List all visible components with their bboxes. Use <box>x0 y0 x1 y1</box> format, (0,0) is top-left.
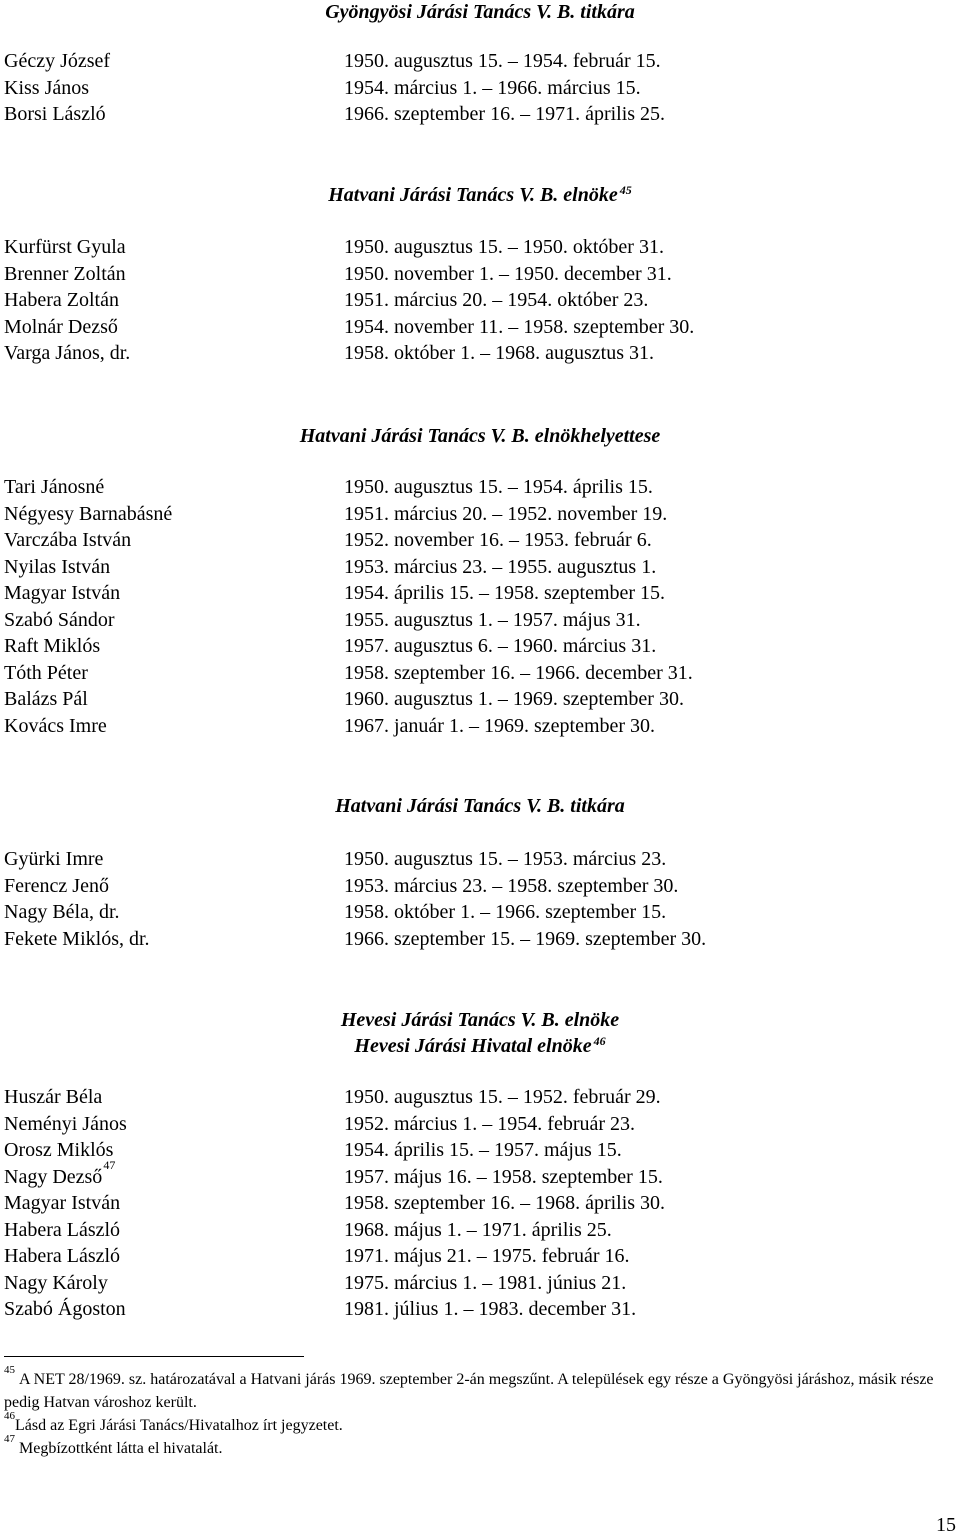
person-name: Négyesy Barnabásné <box>4 502 173 525</box>
list-item <box>4 1243 954 1270</box>
person-name: Borsi László <box>4 103 106 125</box>
term-period: 1971. május 21. – 1975. február 16. <box>344 1245 630 1267</box>
list-item <box>4 873 954 900</box>
person-name: Balázs Pál <box>4 688 88 710</box>
list-item <box>4 633 954 660</box>
page-number: 15 <box>936 1514 956 1536</box>
footnote-ref: 45 <box>619 183 632 197</box>
term-period: 1958. október 1. – 1968. augusztus 31. <box>344 342 654 364</box>
section-heading-hevesi-elnoke <box>0 1008 960 1032</box>
section-title: Hatvani Járási Tanács V. B. elnökhelyettese <box>299 425 661 447</box>
list-item <box>4 580 954 607</box>
term-period: 1954. november 11. – 1958. szeptember 30. <box>344 315 695 338</box>
list-item <box>4 75 954 102</box>
footnotes <box>4 1364 956 1460</box>
person-name: Ferencz Jenő <box>4 874 109 897</box>
person-name: Gyürki Imre <box>4 848 104 870</box>
person-name: Brenner Zoltán <box>4 262 126 285</box>
list-item <box>4 1270 954 1297</box>
section-title: Hatvani Járási Tanács V. B. elnöke <box>328 184 618 206</box>
term-period: 1967. január 1. – 1969. szeptember 30. <box>344 714 656 737</box>
term-period: 1958. szeptember 16. – 1968. április 30. <box>344 1192 666 1214</box>
list-item <box>4 686 954 713</box>
term-period: 1953. március 23. – 1958. szeptember 30. <box>344 874 679 897</box>
section-list-hatvani-elnokhelyettese <box>4 474 954 739</box>
term-period: 1966. szeptember 16. – 1971. április 25. <box>344 103 666 125</box>
term-period: 1953. március 23. – 1955. augusztus 1. <box>344 555 657 578</box>
footnote-ref: 46 <box>593 1034 606 1048</box>
list-item <box>4 101 954 128</box>
footnote-divider <box>4 1356 304 1357</box>
person-name: Varga János, dr. <box>4 342 131 364</box>
term-period: 1958. szeptember 16. – 1966. december 31. <box>344 661 693 684</box>
person-name: Kurfürst Gyula <box>4 236 126 258</box>
list-item <box>4 554 954 581</box>
person-name: Kiss János <box>4 76 90 99</box>
footnote-ref: 47 <box>103 1157 116 1172</box>
person-name: Molnár Dezső <box>4 315 118 338</box>
list-item <box>4 1111 954 1138</box>
list-item <box>4 926 954 953</box>
person-name: Varczába István <box>4 529 132 551</box>
term-period: 1952. november 16. – 1953. február 6. <box>344 529 652 551</box>
list-item <box>4 713 954 740</box>
person-name: Magyar István <box>4 1192 121 1214</box>
term-period: 1954. április 15. – 1957. május 15. <box>344 1139 622 1161</box>
list-item <box>4 1296 954 1323</box>
list-item <box>4 1157 954 1191</box>
list-item <box>4 899 954 926</box>
section-title: Hevesi Járási Hivatal elnöke <box>354 1035 592 1057</box>
term-period: 1966. szeptember 15. – 1969. szeptember 30. <box>344 927 707 950</box>
footnote-46 <box>4 1410 956 1437</box>
person-name: Nagy Béla, dr. <box>4 901 120 923</box>
section-title: Hevesi Járási Tanács V. B. elnöke <box>340 1009 620 1031</box>
term-period: 1951. március 20. – 1952. november 19. <box>344 502 668 525</box>
list-item <box>4 287 954 314</box>
section-list-hatvani-titkara <box>4 846 954 952</box>
section-list-gyongyosi-titkara <box>4 48 954 128</box>
term-period: 1958. október 1. – 1966. szeptember 15. <box>344 901 667 923</box>
person-name: Nyilas István <box>4 555 111 578</box>
list-item <box>4 501 954 528</box>
footnote-number: 47 <box>4 1433 15 1445</box>
person-name: Raft Miklós <box>4 635 101 657</box>
person-name: Habera László <box>4 1245 121 1267</box>
person-name: Tóth Péter <box>4 661 88 684</box>
footnote-text: Megbízottként látta el hivatalát. <box>19 1440 223 1457</box>
person-name: Szabó Ágoston <box>4 1298 126 1320</box>
term-period: 1968. május 1. – 1971. április 25. <box>344 1218 612 1241</box>
person-name: Nagy Dezső <box>4 1165 103 1188</box>
person-name-with-footnote <box>4 1157 344 1191</box>
footnote-number: 45 <box>4 1364 15 1376</box>
section-list-hevesi-elnoke <box>4 1084 954 1323</box>
footnote-number: 46 <box>4 1410 15 1422</box>
list-item <box>4 1137 954 1164</box>
person-name: Magyar István <box>4 582 121 604</box>
list-item <box>4 234 954 261</box>
person-name: Tari Jánosné <box>4 476 105 498</box>
term-period: 1951. március 20. – 1954. október 23. <box>344 289 649 311</box>
person-name: Kovács Imre <box>4 714 107 737</box>
person-name: Habera Zoltán <box>4 289 119 311</box>
term-period: 1950. november 1. – 1950. december 31. <box>344 262 672 285</box>
list-item <box>4 660 954 687</box>
person-name: Nagy Károly <box>4 1271 108 1294</box>
term-period: 1960. augusztus 1. – 1969. szeptember 30. <box>344 688 684 710</box>
section-title: Hatvani Járási Tanács V. B. titkára <box>335 795 625 817</box>
section-heading-hevesi-hivatal-elnoke <box>0 1034 960 1058</box>
person-name: Habera László <box>4 1218 121 1241</box>
list-item <box>4 314 954 341</box>
list-item <box>4 1190 954 1217</box>
person-name: Huszár Béla <box>4 1086 103 1108</box>
person-name: Neményi János <box>4 1112 127 1135</box>
section-heading-hatvani-elnoke <box>0 183 960 207</box>
person-name: Géczy József <box>4 50 111 72</box>
person-name: Szabó Sándor <box>4 608 115 631</box>
term-period: 1950. augusztus 15. – 1954. április 15. <box>344 476 653 498</box>
section-title: Gyöngyösi Járási Tanács V. B. titkára <box>325 1 635 23</box>
section-heading-hatvani-titkara <box>0 794 960 818</box>
term-period: 1954. április 15. – 1958. szeptember 15. <box>344 582 666 604</box>
list-item <box>4 340 954 367</box>
term-period: 1981. július 1. – 1983. december 31. <box>344 1298 637 1320</box>
section-heading-hatvani-elnokhelyettese <box>0 424 960 448</box>
term-period: 1950. augusztus 15. – 1953. március 23. <box>344 848 667 870</box>
list-item <box>4 261 954 288</box>
term-period: 1975. március 1. – 1981. június 21. <box>344 1271 627 1294</box>
list-item <box>4 1084 954 1111</box>
footnote-47 <box>4 1433 956 1460</box>
term-period: 1952. március 1. – 1954. február 23. <box>344 1112 636 1135</box>
list-item <box>4 527 954 554</box>
footnote-45 <box>4 1364 956 1414</box>
list-item <box>4 48 954 75</box>
term-period: 1957. május 16. – 1958. szeptember 15. <box>344 1165 663 1188</box>
list-item <box>4 1217 954 1244</box>
term-period: 1955. augusztus 1. – 1957. május 31. <box>344 608 641 631</box>
term-period: 1950. augusztus 15. – 1954. február 15. <box>344 50 661 72</box>
section-list-hatvani-elnoke <box>4 234 954 367</box>
term-period: 1950. augusztus 15. – 1950. október 31. <box>344 236 664 258</box>
section-heading-gyongyosi-titkara <box>0 0 960 24</box>
list-item <box>4 607 954 634</box>
term-period: 1950. augusztus 15. – 1952. február 29. <box>344 1086 661 1108</box>
term-period: 1954. március 1. – 1966. március 15. <box>344 76 641 99</box>
person-name: Orosz Miklós <box>4 1139 114 1161</box>
list-item <box>4 846 954 873</box>
footnote-text: A NET 28/1969. sz. határozatával a Hatvani járás 1969. szeptember 2-án megszűnt. A települések egy része a Gyöngyösi járáshoz, másik része pedig Hatvan városhoz került. <box>4 1371 934 1411</box>
term-period: 1957. augusztus 6. – 1960. március 31. <box>344 635 657 657</box>
list-item <box>4 474 954 501</box>
footnote-text: Lásd az Egri Járási Tanács/Hivatalhoz írt jegyzetet. <box>15 1417 343 1434</box>
person-name: Fekete Miklós, dr. <box>4 927 150 950</box>
